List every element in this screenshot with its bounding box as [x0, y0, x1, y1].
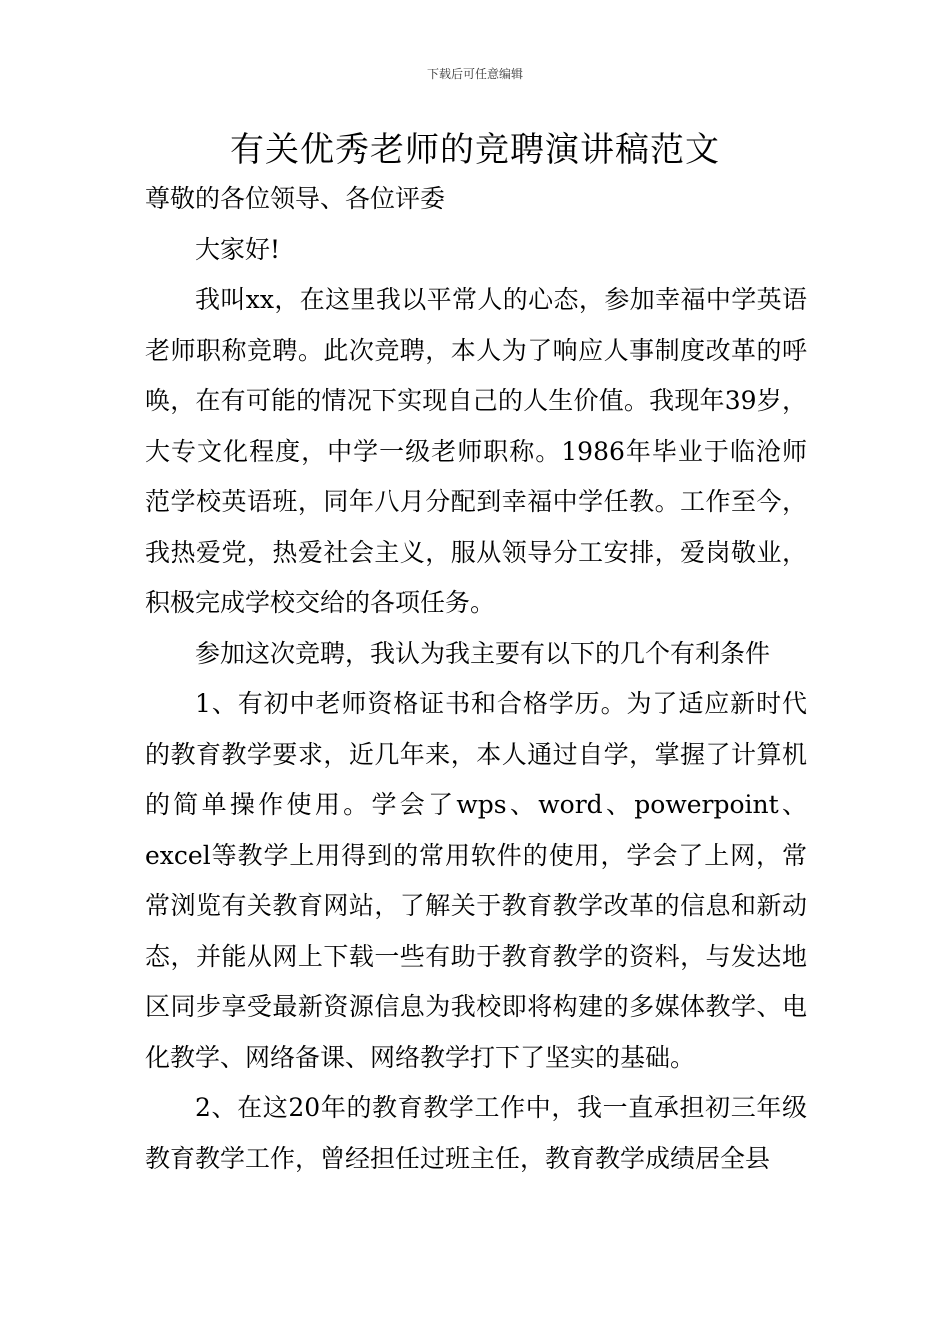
document-title: 有关优秀老师的竞聘演讲稿范文 [230, 130, 720, 170]
header-note: 下载后可任意编辑 [426, 67, 523, 81]
body-paragraph: 2、在这20年的教育教学工作中，我一直承担初三年级教育教学工作，曾经担任过班主任，教育教学成绩居全县 [145, 1093, 807, 1173]
body-paragraph: 参加这次竞聘，我认为我主要有以下的几个有利条件 [195, 638, 771, 668]
body-paragraph: 我叫xx，在这里我以平常人的心态，参加幸福中学英语老师职称竞聘。此次竞聘，本人为了响应人事制度改革的呼唤，在有可能的情况下实现自己的人生价值。我现年39岁，大专文化程度，中学一级老师职称。1986年毕业于临沧师范学校英语班，同年八月分配到幸福中学任教。工作至今，我热爱党，热爱社会主义，服从领导分工安排，爱岗敬业，积极完成学校交给的各项任务。 [145, 285, 807, 617]
salutation-paragraph: 尊敬的各位领导、各位评委 [145, 184, 446, 213]
document-body [145, 174, 807, 1184]
body-paragraph: 1、有初中老师资格证书和合格学历。为了适应新时代的教育教学要求，近几年来，本人通过自学，掌握了计算机的简单操作使用。学会了wps、word、powerpoint、excel等教学上用得到的常用软件的使用，学会了上网，常常浏览有关教育网站，了解关于教育教学改革的信息和新动态，并能从网上下载一些有助于教育教学的资料，与发达地区同步享受最新资源信息为我校即将构建的多媒体教学、电化教学、网络备课、网络教学打下了坚实的基础。 [145, 689, 807, 1072]
greeting-paragraph: 大家好! [195, 234, 281, 264]
